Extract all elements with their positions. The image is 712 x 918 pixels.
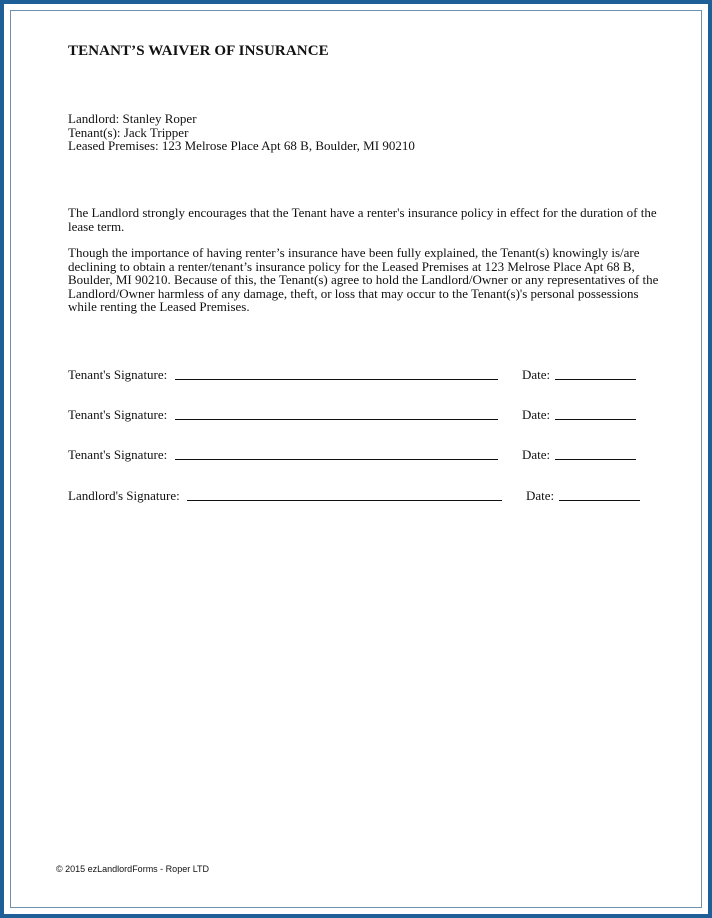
- tenant-line: Tenant(s): Jack Tripper: [68, 124, 189, 140]
- date-label: Date:: [526, 488, 555, 503]
- paragraph-encouragement: The Landlord strongly encourages that the Tenant have a renter's insurance policy in effect for the duration of the lease term.: [68, 205, 657, 234]
- signature-row: [68, 447, 648, 463]
- signature-row: [68, 367, 648, 383]
- signature-label: Tenant's Signature:: [68, 447, 168, 462]
- signature-row: [68, 488, 648, 504]
- signature-line[interactable]: [175, 459, 498, 460]
- party-info: [68, 112, 415, 153]
- date-label: Date:: [522, 447, 551, 462]
- date-line[interactable]: [559, 500, 640, 501]
- date-label: Date:: [522, 367, 551, 382]
- signature-label: Tenant's Signature:: [68, 407, 168, 422]
- copyright-footer: © 2015 ezLandlordForms - Roper LTD: [56, 864, 210, 874]
- premises-line: Leased Premises: 123 Melrose Place Apt 68 B, Boulder, MI 90210: [68, 138, 415, 153]
- date-line[interactable]: [555, 459, 636, 460]
- signature-row: [68, 407, 648, 423]
- landlord-line: Landlord: Stanley Roper: [68, 111, 197, 126]
- date-label: Date:: [522, 407, 551, 422]
- date-line[interactable]: [555, 419, 636, 420]
- signature-label: Landlord's Signature:: [68, 488, 180, 503]
- document-title: TENANT’S WAIVER OF INSURANCE: [68, 43, 329, 59]
- date-line[interactable]: [555, 379, 636, 380]
- paragraph-waiver: Though the importance of having renter’s insurance have been fully explained, the Tenant(s) knowingly is/are declining to obtain a renter/tenant’s insurance policy for the Leased Premises at 123 Melrose Place Apt 68 B, Boulder, MI 90210. Because of this, the Tenant(s) agree to hold the Landlord/Owner or any representatives of the Landlord/Owner harmless of any damage, theft, or loss that may occur to the Tenant(s)'s personal possessions while renting the Leased Premises.: [68, 245, 659, 314]
- signature-line[interactable]: [187, 500, 502, 501]
- signature-label: Tenant's Signature:: [68, 367, 168, 382]
- signature-line[interactable]: [175, 419, 498, 420]
- signature-line[interactable]: [175, 379, 498, 380]
